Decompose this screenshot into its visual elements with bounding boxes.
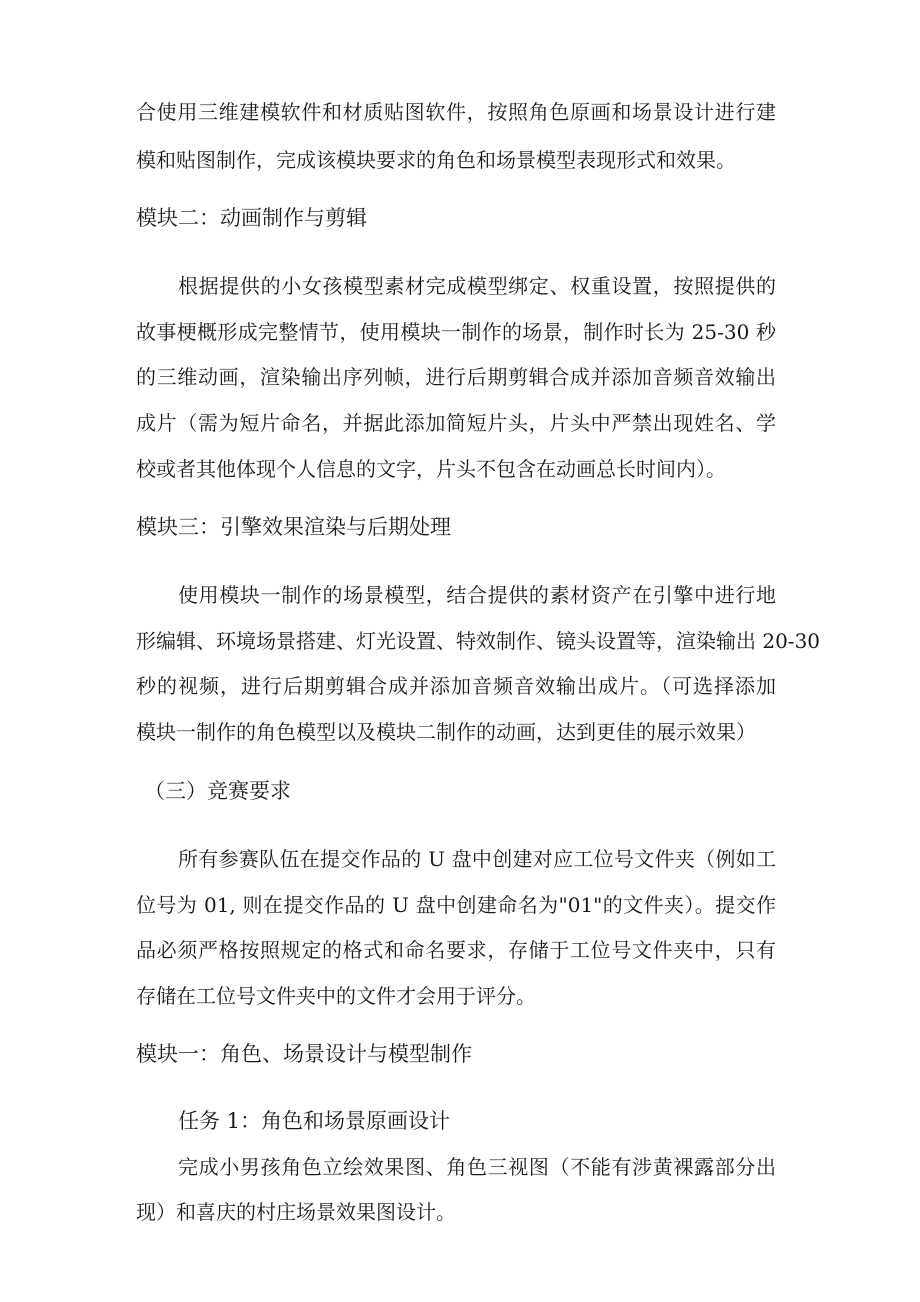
- paragraph-line: 合使用三维建模软件和材质贴图软件，按照角色原画和场景设计进行建: [136, 100, 776, 124]
- paragraph-line: 使用模块一制作的场景模型，结合提供的素材资产在引擎中进行地: [178, 583, 776, 607]
- paragraph-line: 校或者其他体现个人信息的文字，片头不包含在动画总长时间内）。: [136, 457, 726, 481]
- paragraph-line: 的三维动画，渲染输出序列帧，进行后期剪辑合成并添加音频音效输出: [136, 365, 776, 389]
- paragraph-line: 模块一制作的角色模型以及模块二制作的动画，达到更佳的展示效果）: [136, 720, 756, 744]
- paragraph-line: 存储在工位号文件夹中的文件才会用于评分。: [136, 984, 536, 1008]
- paragraph-line: 位号为 01, 则在提交作品的 U 盘中创建命名为"01"的文件夹）。提交作: [136, 893, 776, 917]
- section-heading-competition-requirements: （三）竞赛要求: [144, 779, 291, 803]
- paragraph-line: 成片（需为短片命名，并据此添加简短片头，片头中严禁出现姓名、学: [136, 411, 776, 435]
- paragraph-line: 根据提供的小女孩模型素材完成模型绑定、权重设置，按照提供的: [178, 274, 776, 298]
- section-heading-module-2: 模块二：动画制作与剪辑: [136, 206, 367, 230]
- paragraph-line: 所有参赛队伍在提交作品的 U 盘中创建对应工位号文件夹（例如工: [178, 847, 776, 871]
- paragraph-line: 故事梗概形成完整情节，使用模块一制作的场景，制作时长为 25-30 秒: [136, 320, 776, 344]
- paragraph-line: 秒的视频，进行后期剪辑合成并添加音频音效输出成片。（可选择添加: [136, 674, 776, 698]
- paragraph-line: 现）和喜庆的村庄场景效果图设计。: [136, 1200, 456, 1224]
- paragraph-line: 品必须严格按照规定的格式和命名要求，存储于工位号文件夹中，只有: [136, 938, 776, 962]
- section-heading-module-1: 模块一：角色、场景设计与模型制作: [136, 1042, 472, 1066]
- task-heading-1: 任务 1：角色和场景原画设计: [178, 1109, 451, 1133]
- paragraph-line: 模和贴图制作，完成该模块要求的角色和场景模型表现形式和效果。: [136, 148, 736, 172]
- section-heading-module-3: 模块三：引擎效果渲染与后期处理: [136, 515, 451, 539]
- paragraph-line: 形编辑、环境场景搭建、灯光设置、特效制作、镜头设置等，渲染输出 20-30: [136, 629, 821, 653]
- paragraph-line: 完成小男孩角色立绘效果图、角色三视图（不能有涉黄裸露部分出: [178, 1155, 776, 1179]
